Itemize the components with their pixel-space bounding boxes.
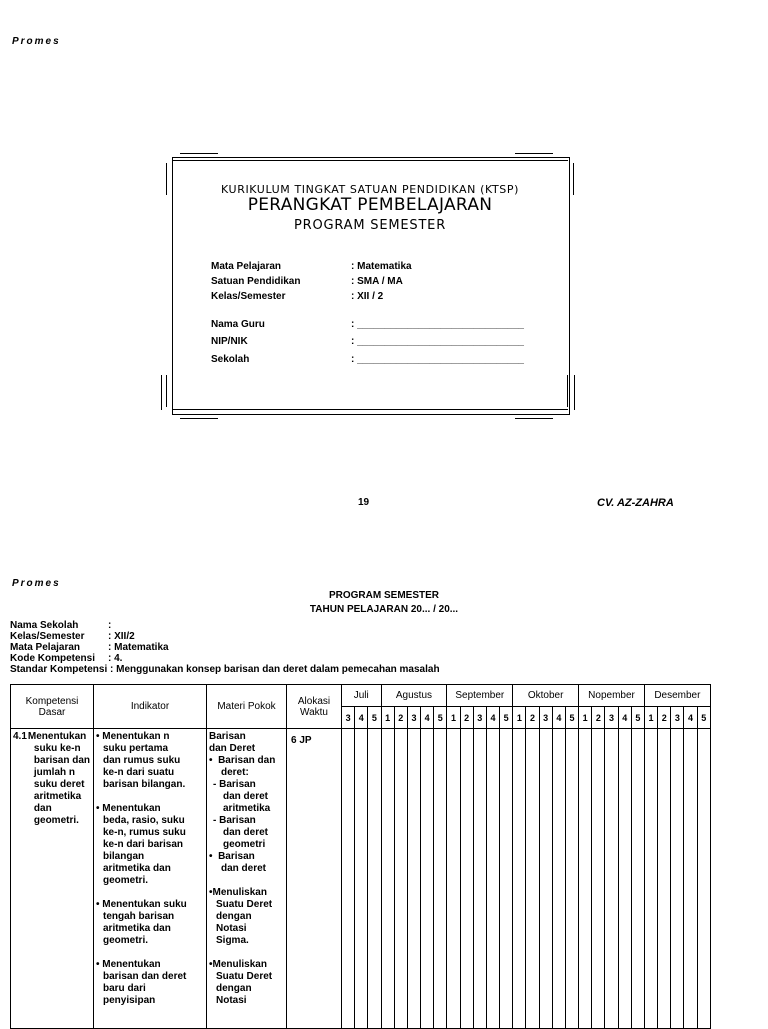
indikator-item: • Menentukan barisan dan deret baru dari penyisipan [96, 959, 187, 1006]
week-cell: 4 [618, 707, 631, 729]
cover-field-label: Sekolah [211, 354, 250, 365]
schedule-cell [618, 729, 631, 1029]
meta-label: Nama Sekolah [10, 620, 79, 631]
week-cell: 2 [658, 707, 671, 729]
cover-kurikulum: KURIKULUM TINGKAT SATUAN PENDIDIKAN (KTSP) [221, 183, 519, 196]
week-cell: 4 [355, 707, 368, 729]
cover-field-value: : Matematika [351, 261, 412, 272]
schedule-cell [644, 729, 657, 1029]
indikator-item: • Menentukan n suku pertama dan rumus suku ke-n dari suatu barisan bilangan. [96, 731, 186, 790]
month-header: Oktober [513, 685, 579, 707]
schedule-cell [355, 729, 368, 1029]
month-header: Juli [342, 685, 382, 707]
week-cell: 5 [565, 707, 578, 729]
month-header: Desember [644, 685, 710, 707]
week-cell: 2 [460, 707, 473, 729]
week-cell: 3 [473, 707, 486, 729]
cover-field-label: Nama Guru [211, 319, 265, 330]
week-cell: 5 [500, 707, 513, 729]
kd-line: dan [33, 803, 52, 814]
schedule-cell [460, 729, 473, 1029]
schedule-cell [368, 729, 381, 1029]
schedule-cell [579, 729, 592, 1029]
kd-line: barisan dan [33, 755, 91, 766]
meta-value: : 4. [108, 653, 123, 664]
standar-kompetensi: Standar Kompetensi : Menggunakan konsep barisan dan deret dalam pemecahan masalah [10, 664, 440, 675]
program-subtitle: TAHUN PELAJARAN 20... / 20... [309, 604, 459, 615]
week-cell: 5 [434, 707, 447, 729]
week-cell: 4 [421, 707, 434, 729]
schedule-cell [631, 729, 644, 1029]
header-kompetensi-dasar: Kompetensi Dasar [11, 685, 94, 729]
kd-line: jumlah n [33, 767, 76, 778]
schedule-cell [447, 729, 460, 1029]
cover-field-label: Kelas/Semester [211, 291, 286, 302]
week-cell: 4 [552, 707, 565, 729]
cover-field-value: : XII / 2 [351, 291, 384, 302]
week-cell: 4 [486, 707, 499, 729]
schedule-cell [605, 729, 618, 1029]
week-cell: 1 [513, 707, 526, 729]
week-cell: 5 [631, 707, 644, 729]
cover-field-label: NIP/NIK [211, 336, 248, 347]
meta-label: Mata Pelajaran [10, 642, 81, 653]
month-header: September [447, 685, 513, 707]
schedule-cell [671, 729, 684, 1029]
week-cell: 3 [407, 707, 420, 729]
alokasi-cell: 6 JP [287, 729, 342, 1029]
week-cell: 1 [447, 707, 460, 729]
meta-value: : Matematika [108, 642, 169, 653]
schedule-cell [486, 729, 499, 1029]
week-cell: 3 [605, 707, 618, 729]
meta-label: Kelas/Semester [10, 631, 85, 642]
schedule-cell [592, 729, 605, 1029]
indikator-item: • Menentukan beda, rasio, suku ke-n, rumus suku ke-n dari barisan bilangan aritmetika dan geometri. [96, 803, 186, 886]
week-cell: 1 [644, 707, 657, 729]
kd-line: suku ke-n [33, 743, 81, 754]
cover-field-label: Mata Pelajaran [211, 261, 282, 272]
kd-line: Menentukan [27, 731, 87, 742]
week-cell: 5 [368, 707, 381, 729]
schedule-cell [539, 729, 552, 1029]
week-cell: 3 [342, 707, 355, 729]
schedule-cell [697, 729, 710, 1029]
month-header: Nopember [579, 685, 645, 707]
week-cell: 2 [394, 707, 407, 729]
schedule-cell [381, 729, 394, 1029]
kd-line: aritmetika [33, 791, 82, 802]
page-header-promes: Promes [12, 36, 61, 47]
indikator-item: • Menentukan suku tengah barisan aritmetika dan geometri. [96, 899, 187, 946]
cover-field-label: Satuan Pendidikan [211, 276, 301, 287]
week-cell: 3 [671, 707, 684, 729]
cover-field-value: : ______________________________ [351, 319, 524, 330]
kd-line: geometri. [33, 815, 79, 826]
week-cell: 2 [526, 707, 539, 729]
indikator-cell [94, 729, 207, 1029]
schedule-cell [526, 729, 539, 1029]
schedule-cell [407, 729, 420, 1029]
week-cell: 1 [381, 707, 394, 729]
schedule-cell [473, 729, 486, 1029]
page-header-promes: Promes [12, 578, 61, 589]
schedule-cell [421, 729, 434, 1029]
month-header: Agustus [381, 685, 447, 707]
header-materi-pokok: Materi Pokok [207, 685, 287, 729]
header-indikator: Indikator [94, 685, 207, 729]
program-title: PROGRAM SEMESTER [328, 590, 439, 601]
week-cell: 2 [592, 707, 605, 729]
cover-perangkat: PERANGKAT PEMBELAJARAN [247, 195, 493, 215]
week-cell: 1 [579, 707, 592, 729]
page-number: 19 [358, 497, 370, 508]
schedule-cell [394, 729, 407, 1029]
meta-label: Kode Kompetensi [10, 653, 96, 664]
cover-field-value: : SMA / MA [351, 276, 403, 287]
schedule-cell [513, 729, 526, 1029]
schedule-cell [658, 729, 671, 1029]
cover-program: PROGRAM SEMESTER [293, 218, 447, 233]
schedule-cell [500, 729, 513, 1029]
cover-field-value: : ______________________________ [351, 354, 524, 365]
program-table [10, 684, 711, 1029]
publisher: CV. AZ-ZAHRA [597, 497, 674, 509]
week-cell: 5 [697, 707, 710, 729]
schedule-cell [552, 729, 565, 1029]
schedule-cell [434, 729, 447, 1029]
kd-number: 4.1 [13, 731, 27, 742]
kompetensi-dasar-cell [11, 729, 94, 1029]
cover-field-value: : ______________________________ [351, 336, 524, 347]
kd-line: suku deret [33, 779, 85, 790]
meta-value: : [108, 620, 112, 631]
meta-value: : XII/2 [108, 631, 135, 642]
header-alokasi-waktu: Alokasi Waktu [287, 685, 342, 729]
schedule-cell [684, 729, 697, 1029]
schedule-cell [565, 729, 578, 1029]
materi-pokok-cell: Barisan dan Deret • Barisan dan deret: - Barisan dan deret aritmetika - Barisan dan deret geometri • Barisan dan deret •Menuliskan Suatu Deret dengan Notasi Sigma. •Menuliskan Suatu Deret dengan Notasi [207, 729, 287, 1029]
meta-list [10, 620, 440, 675]
week-cell: 3 [539, 707, 552, 729]
schedule-cell [342, 729, 355, 1029]
week-cell: 4 [684, 707, 697, 729]
